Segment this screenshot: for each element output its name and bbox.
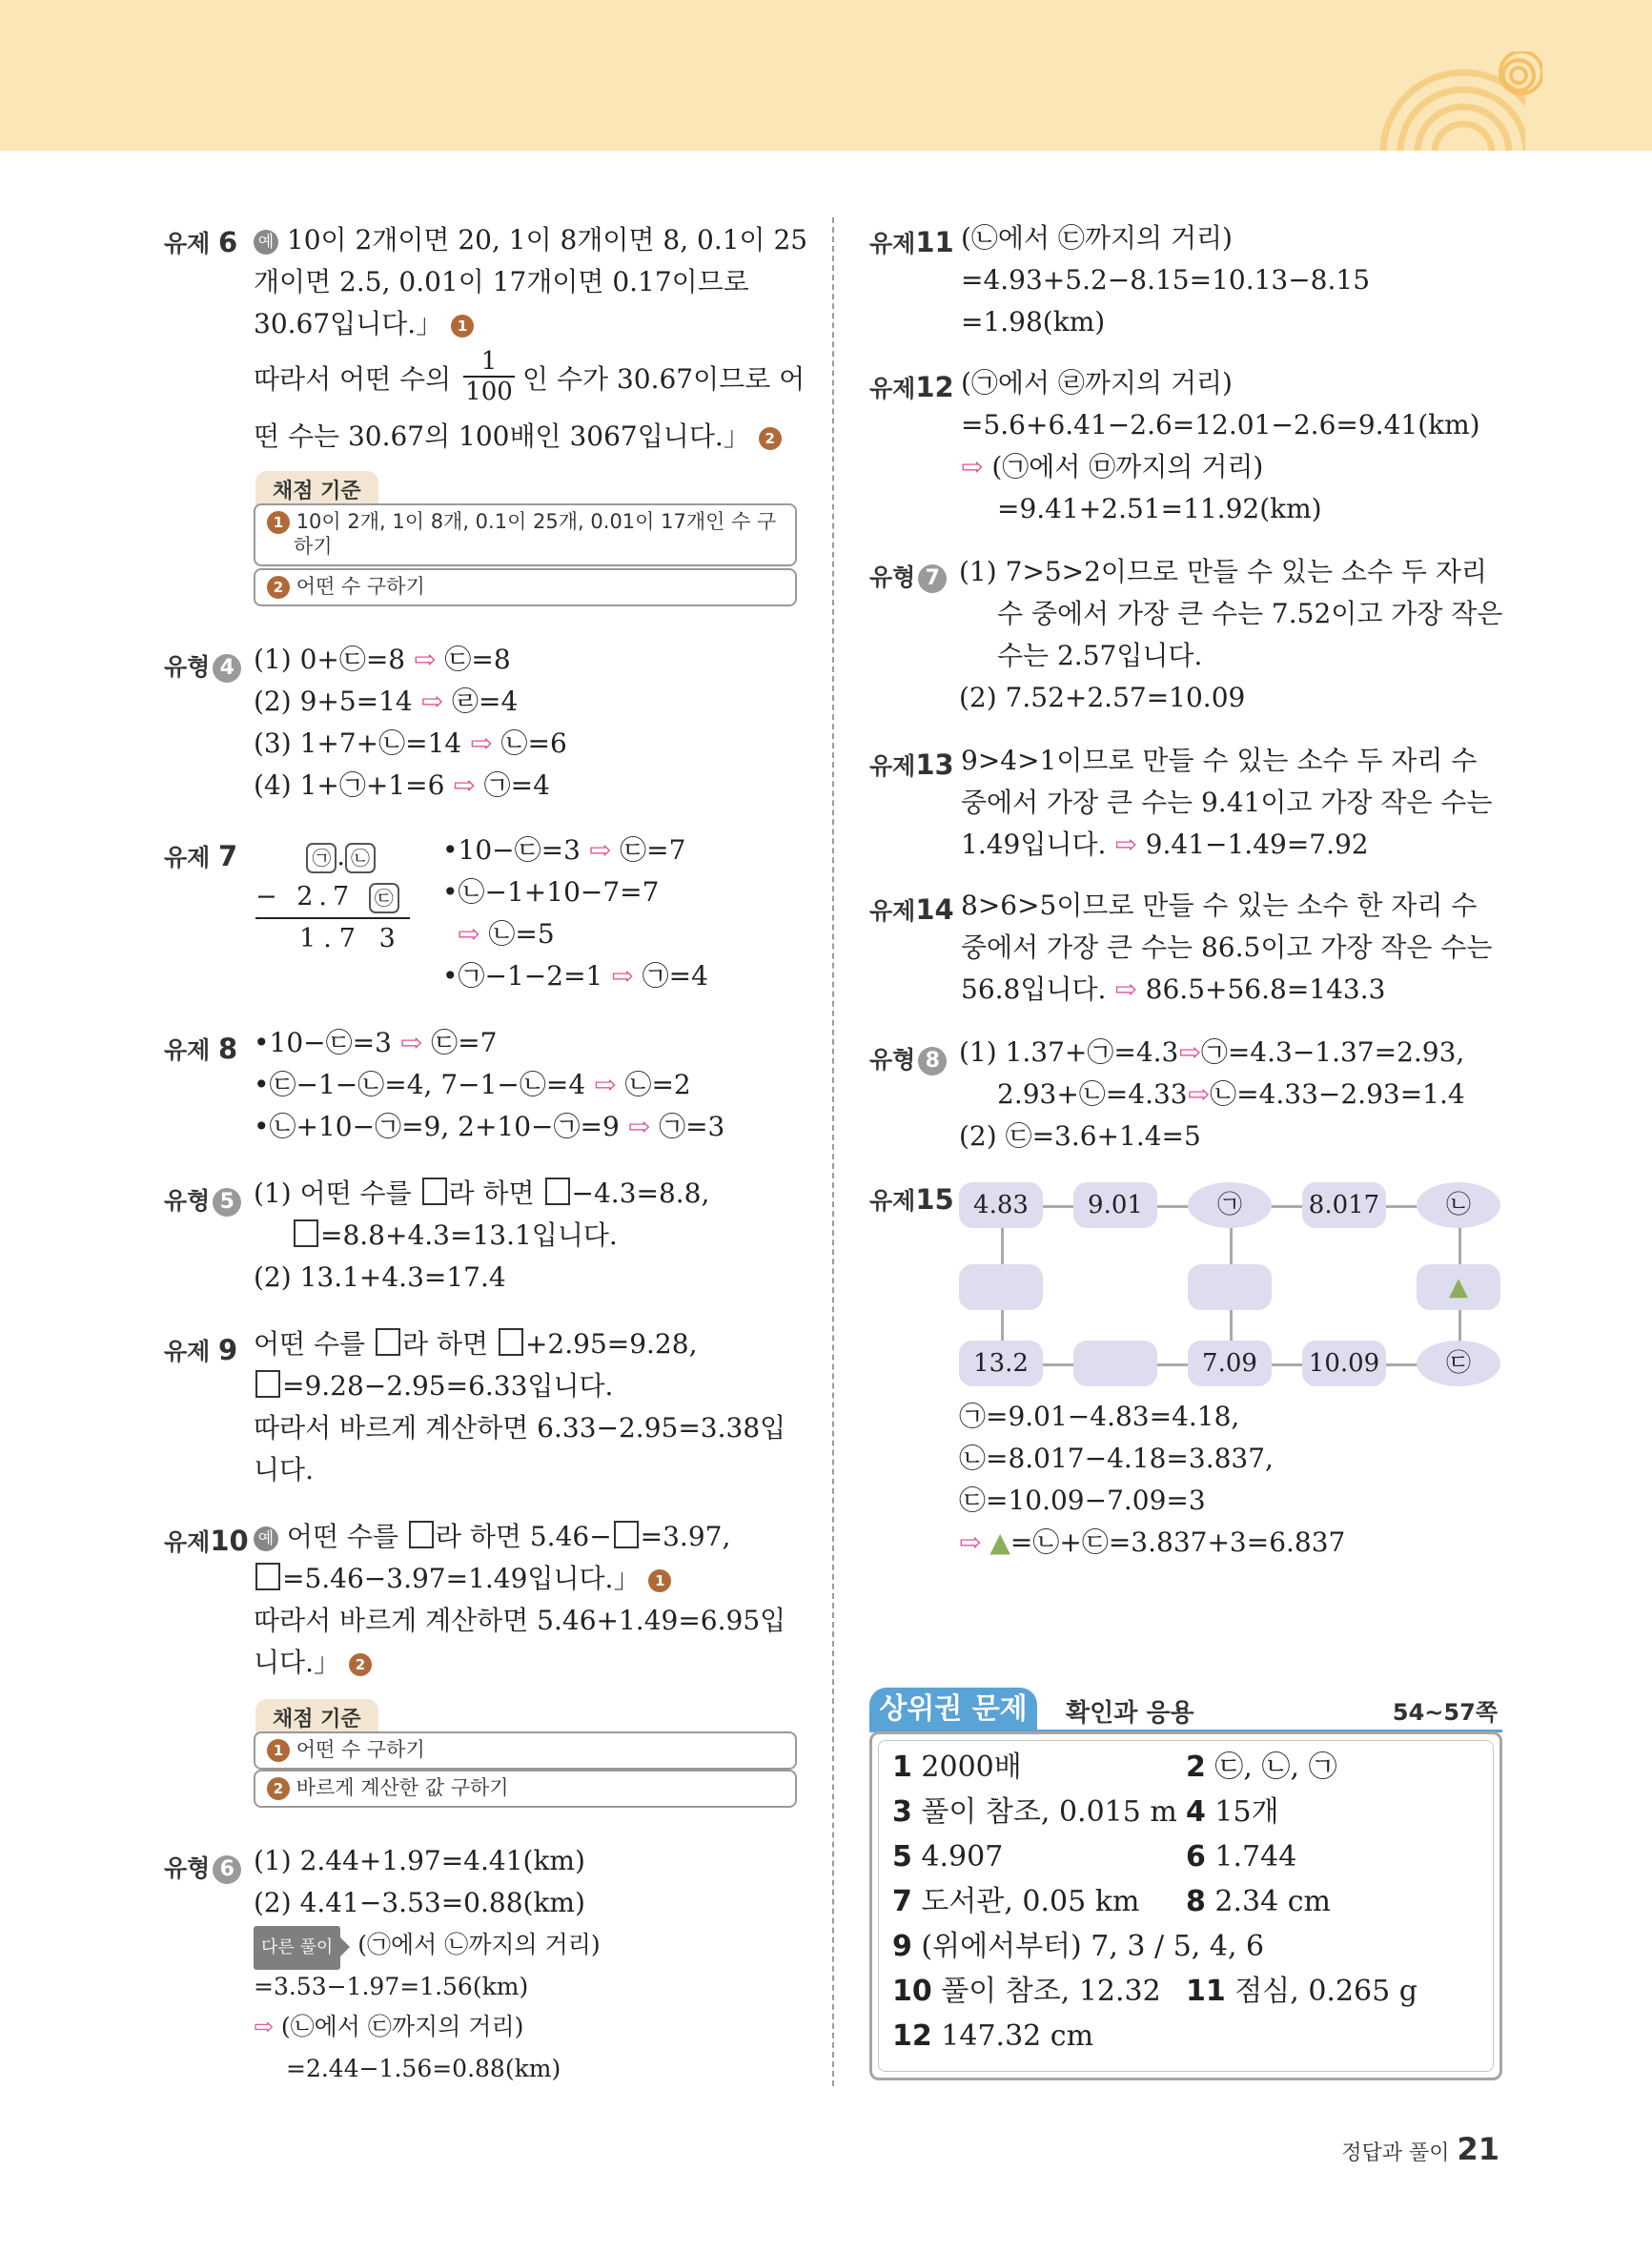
q10-criteria-row-1: 1 어떤 수 구하기 xyxy=(254,1731,797,1770)
y4-line-3: (3) 1+7+㉡=14 ⇨ ㉡=6 xyxy=(254,727,567,759)
y4-label: 유형 4 xyxy=(164,648,241,683)
q7-line-3: ⇨ ㉡=5 xyxy=(458,918,555,950)
q7-line-2: •㉡−1+10−7=7 xyxy=(442,876,660,908)
y5-label: 유형 5 xyxy=(164,1182,241,1217)
y8-label: 유형 8 xyxy=(869,1041,947,1075)
answer-3: 3 풀이 참조, 0.015 m xyxy=(892,1795,1177,1829)
blank-box xyxy=(255,1370,280,1398)
blank-box xyxy=(545,1178,570,1205)
answer-1: 1 2000배 xyxy=(892,1751,1022,1784)
answer-10: 10 풀이 참조, 12.32 xyxy=(892,1975,1161,2008)
node-13-2: 13.2 xyxy=(959,1341,1043,1386)
q11-line-1: (㉡에서 ㉢까지의 거리) xyxy=(961,222,1233,254)
answer-11: 11 점심, 0.265 g xyxy=(1186,1975,1417,2008)
fraction-denominator: 100 xyxy=(463,376,515,406)
answer-2: 2 ㉢, ㉡, ㉠ xyxy=(1186,1751,1337,1784)
blank-box xyxy=(499,1328,523,1356)
mark-2-icon: 2 xyxy=(267,576,290,599)
y6-line-1: (1) 2.44+1.97=4.41(km) xyxy=(254,1845,585,1876)
q10-criteria-title: 채점 기준 xyxy=(255,1699,378,1736)
q10-criteria-row-2: 2 바르게 계산한 값 구하기 xyxy=(254,1770,797,1808)
q9-label: 유제 9 xyxy=(164,1334,238,1366)
mark-1-icon: 1 xyxy=(267,511,290,534)
y4-line-4: (4) 1+㉠+1=6 ⇨ ㉠=4 xyxy=(254,769,550,801)
q15-line-1: ㉠=9.01−4.83=4.18, xyxy=(959,1401,1240,1432)
q7-top-row: ㉠ . ㉡ xyxy=(255,837,410,877)
y6-line-2: (2) 4.41−3.53=0.88(km) xyxy=(254,1887,585,1918)
answers-title: 상위권 문제 xyxy=(869,1688,1037,1731)
q8-label: 유제 8 xyxy=(164,1033,238,1065)
q12-line-4: =9.41+2.51=11.92(km) xyxy=(997,493,1322,524)
answer-4: 4 15개 xyxy=(1186,1795,1279,1829)
q6-fraction xyxy=(463,347,515,406)
answer-7: 7 도서관, 0.05 km xyxy=(892,1885,1140,1918)
y5-line-3: (2) 13.1+4.3=17.4 xyxy=(254,1261,506,1293)
y8-line-1: (1) 1.37+㉠=4.3⇨㉠=4.3−1.37=2.93, xyxy=(959,1036,1465,1068)
y6-line-4: =3.53−1.97=1.56(km) xyxy=(254,1973,529,2000)
mark-1-icon: 1 xyxy=(267,1739,290,1762)
node-triangle: ▲ xyxy=(1417,1264,1500,1310)
node-blank xyxy=(1188,1264,1272,1310)
q12-line-2: =5.6+6.41−2.6=12.01−2.6=9.41(km) xyxy=(961,409,1480,440)
q6-line-4: 따라서 어떤 수의 xyxy=(254,363,452,395)
mark-2-icon: 2 xyxy=(349,1653,372,1676)
mark-1-icon: 1 xyxy=(451,315,474,338)
q7-line-1: •10−㉢=3 ⇨ ㉢=7 xyxy=(442,834,686,866)
q14-label: 유제14 xyxy=(869,893,954,926)
node-blank xyxy=(1073,1341,1157,1386)
q15-line-3: ㉢=10.09−7.09=3 xyxy=(959,1485,1206,1516)
q12-line-3: ⇨ (㉠에서 ㉤까지의 거리) xyxy=(961,451,1264,482)
node-c: ㉢ xyxy=(1417,1341,1500,1386)
node-10-09: 10.09 xyxy=(1302,1341,1386,1386)
q8-line-3: •㉡+10−㉠=9, 2+10−㉠=9 ⇨ ㉠=3 xyxy=(254,1111,725,1142)
page-footer: 정답과 풀이 21 xyxy=(1341,2131,1499,2167)
answer-9: 9 (위에서부터) 7, 3 / 5, 4, 6 xyxy=(892,1930,1265,1963)
column-divider xyxy=(832,217,834,2086)
q15-line-2: ㉡=8.017−4.18=3.837, xyxy=(959,1443,1274,1474)
node-9-01: 9.01 xyxy=(1073,1182,1157,1228)
q10-label: 유제10 xyxy=(164,1525,249,1557)
q6-line-6: 떤 수는 30.67의 100배인 3067입니다.」 2 xyxy=(254,416,782,458)
node-7-09: 7.09 xyxy=(1188,1341,1272,1386)
answers-pages: 54~57쪽 xyxy=(1392,1699,1498,1726)
answers-subtitle: 확인과 응용 xyxy=(1066,1699,1194,1728)
q13-line-3: 1.49입니다. ⇨ 9.41−1.49=7.92 xyxy=(961,829,1369,860)
answer-6: 6 1.744 xyxy=(1186,1840,1297,1874)
y7-label: 유형 7 xyxy=(869,559,947,593)
y5-line-2: =8.8+4.3=13.1입니다. xyxy=(292,1215,618,1257)
q7-bot-row: 1.7 3 xyxy=(299,924,403,953)
q10-line-4: 니다.」 2 xyxy=(254,1642,372,1684)
fraction-numerator: 1 xyxy=(480,347,498,376)
y5-line-1: (1) 어떤 수를 라 하면 −4.3=8.8, xyxy=(254,1178,710,1209)
answer-5: 5 4.907 xyxy=(892,1840,1004,1874)
node-4-83: 4.83 xyxy=(959,1182,1043,1228)
q9-line-1: 어떤 수를 라 하면 +2.95=9.28, xyxy=(254,1328,698,1360)
q14-line-2: 중에서 가장 큰 수는 86.5이고 가장 작은 수는 xyxy=(961,932,1493,963)
y6-line-5: ⇨ (㉡에서 ㉢까지의 거리) xyxy=(254,2013,524,2040)
q6-criteria-row-2: 2 어떤 수 구하기 xyxy=(254,568,797,606)
q14-line-1: 8>6>5이므로 만들 수 있는 소수 한 자리 수 xyxy=(961,890,1478,921)
q13-line-1: 9>4>1이므로 만들 수 있는 소수 두 자리 수 xyxy=(961,745,1478,776)
y6-label: 유형 6 xyxy=(164,1850,241,1884)
y4-line-1: (1) 0+㉢=8 ⇨ ㉢=8 xyxy=(254,644,511,675)
q6-line-2: 개이면 2.5, 0.01이 17개이면 0.17이므로 xyxy=(254,266,749,297)
q11-line-3: =1.98(km) xyxy=(961,306,1106,338)
q10-line-1: 예 어떤 수를 라 하면 5.46− =3.97, xyxy=(254,1516,730,1558)
blank-box xyxy=(409,1521,434,1548)
q7-label: 유제 7 xyxy=(164,840,238,872)
y6-line-6: =2.44−1.56=0.88(km) xyxy=(286,2055,561,2082)
q6-line-3: 30.67입니다.」 1 xyxy=(254,303,474,345)
q11-line-2: =4.93+5.2−8.15=10.13−8.15 xyxy=(961,264,1371,296)
y4-line-2: (2) 9+5=14 ⇨ ㉣=4 xyxy=(254,686,519,717)
q8-line-1: •10−㉢=3 ⇨ ㉢=7 xyxy=(254,1027,498,1058)
page-number: 21 xyxy=(1457,2131,1499,2167)
q9-line-3: 따라서 바르게 계산하면 6.33−2.95=3.38입 xyxy=(254,1412,786,1444)
y6-line-3: 다른 풀이 (㉠에서 ㉡까지의 거리) xyxy=(254,1924,601,1970)
mark-2-icon: 2 xyxy=(267,1777,290,1800)
y8-line-2: 2.93+㉡=4.33⇨㉡=4.33−2.93=1.4 xyxy=(997,1078,1465,1110)
q12-line-1: (㉠에서 ㉣까지의 거리) xyxy=(961,367,1233,399)
blank-box xyxy=(614,1521,639,1548)
answer-8: 8 2.34 cm xyxy=(1186,1885,1332,1918)
q6-line-1: 예 10이 2개이면 20, 1이 8개이면 8, 0.1이 25 xyxy=(254,219,807,261)
y7-line-4: (2) 7.52+2.57=10.09 xyxy=(959,682,1246,713)
mark-1-icon: 1 xyxy=(648,1569,671,1592)
q13-label: 유제13 xyxy=(869,748,954,781)
q13-line-2: 중에서 가장 큰 수는 9.41이고 가장 작은 수는 xyxy=(961,787,1493,818)
blank-box xyxy=(294,1219,318,1247)
y8-line-3: (2) ㉢=3.6+1.4=5 xyxy=(959,1120,1201,1152)
q10-line-3: 따라서 바르게 계산하면 5.46+1.49=6.95입 xyxy=(254,1605,786,1636)
q9-line-2: =9.28−2.95=6.33입니다. xyxy=(254,1365,613,1407)
other-solution-badge: 다른 풀이 xyxy=(254,1926,340,1970)
y7-line-2: 수 중에서 가장 큰 수는 7.52이고 가장 작은 xyxy=(997,598,1503,629)
q9-line-4: 니다. xyxy=(254,1454,314,1485)
y7-line-1: (1) 7>5>2이므로 만들 수 있는 소수 두 자리 xyxy=(959,556,1487,587)
node-8-017: 8.017 xyxy=(1302,1182,1386,1228)
y7-line-3: 수는 2.57입니다. xyxy=(997,640,1203,671)
blank-box xyxy=(422,1178,447,1205)
node-blank xyxy=(959,1264,1043,1310)
q7-subtraction xyxy=(255,837,410,959)
blank-box xyxy=(255,1563,280,1590)
q11-label: 유제11 xyxy=(869,226,954,258)
q8-line-2: •㉢−1−㉡=4, 7−1−㉡=4 ⇨ ㉡=2 xyxy=(254,1069,691,1100)
node-a: ㉠ xyxy=(1188,1182,1272,1228)
q15-label: 유제15 xyxy=(869,1183,954,1216)
q10-line-2: =5.46−3.97=1.49입니다.」 1 xyxy=(254,1558,671,1600)
example-icon: 예 xyxy=(254,230,278,255)
q6-criteria-row-1: 1 10이 2개, 1이 8개, 0.1이 25개, 0.01이 17개인 수 구 하기 xyxy=(254,503,797,566)
pointer-icon xyxy=(340,1937,350,1956)
answer-12: 12 147.32 cm xyxy=(892,2019,1094,2053)
q14-line-3: 56.8입니다. ⇨ 86.5+56.8=143.3 xyxy=(961,973,1386,1005)
q6-line-5: 인 수가 30.67이므로 어 xyxy=(522,363,806,395)
q6-criteria-title: 채점 기준 xyxy=(255,471,378,508)
example-icon: 예 xyxy=(254,1526,278,1551)
q7-mid-row: − 2.7 ㉢ xyxy=(255,877,410,919)
q12-label: 유제12 xyxy=(869,371,954,403)
q6-label: 유제 6 xyxy=(164,226,238,258)
mark-2-icon: 2 xyxy=(759,427,782,450)
q7-line-4: •㉠−1−2=1 ⇨ ㉠=4 xyxy=(442,960,708,992)
q15-line-4: ⇨ ▲=㉡+㉢=3.837+3=6.837 xyxy=(959,1526,1346,1558)
spiral-icon xyxy=(1495,51,1542,99)
blank-box xyxy=(376,1328,400,1356)
node-b: ㉡ xyxy=(1417,1182,1500,1228)
